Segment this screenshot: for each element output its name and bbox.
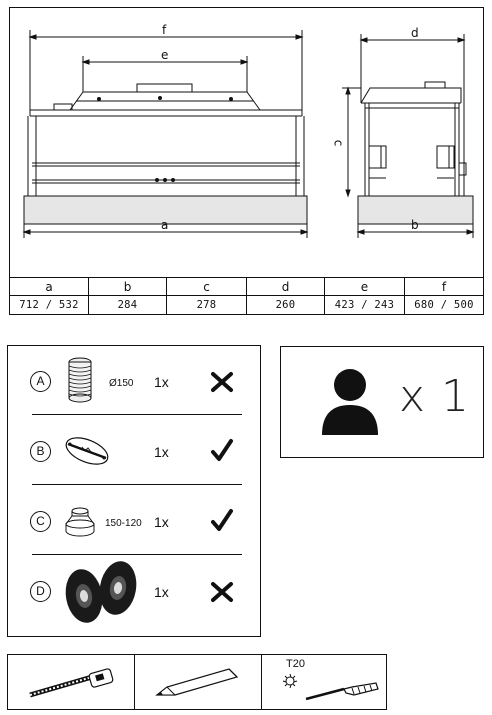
- dim-label-f: f: [162, 23, 167, 37]
- part-letter-a: A: [30, 371, 51, 392]
- parts-list: [7, 345, 261, 637]
- reducer-adapter-icon: [63, 504, 97, 538]
- part-size-c: 150-120: [105, 518, 142, 529]
- check-icon: [210, 438, 234, 464]
- hood-drawing: [10, 8, 485, 316]
- flexible-duct-icon: [66, 356, 94, 404]
- dim-label-b: b: [411, 218, 419, 232]
- tool-cable-tie: [8, 655, 135, 709]
- check-icon: [210, 508, 234, 534]
- divider: [32, 554, 242, 555]
- part-qty-c: 1x: [154, 514, 169, 530]
- table-header-f: f: [405, 278, 483, 296]
- table-header-e: e: [325, 278, 405, 296]
- part-size-a: Ø150: [109, 378, 134, 389]
- table-value-b: 284: [89, 296, 167, 315]
- dimension-drawing: [9, 7, 484, 315]
- table-header-c: c: [167, 278, 247, 296]
- part-qty-d: 1x: [154, 584, 169, 600]
- cross-icon: [210, 371, 234, 393]
- table-header-b: b: [89, 278, 167, 296]
- divider: [32, 414, 242, 415]
- tool-pencil: [135, 655, 262, 709]
- non-return-flap-icon: [62, 434, 112, 468]
- dim-label-a: a: [161, 218, 169, 232]
- cable-tie-icon: [26, 665, 118, 701]
- list-item-part-a: [8, 346, 260, 416]
- list-item-part-b: [8, 416, 260, 486]
- table-value-e: 423 / 243: [325, 296, 405, 315]
- part-letter-c: C: [30, 511, 51, 532]
- part-qty-b: 1x: [154, 444, 169, 460]
- table-value-f: 680 / 500: [414, 299, 474, 311]
- cross-icon: [210, 581, 234, 603]
- part-letter-d: D: [30, 581, 51, 602]
- dim-label-c: c: [331, 139, 346, 147]
- list-item-part-d: [8, 556, 260, 636]
- carbon-filters-icon: [60, 558, 144, 626]
- dimension-table: [10, 277, 483, 316]
- table-header-a: a: [10, 278, 89, 296]
- tools-list: [7, 654, 387, 710]
- person-icon: [319, 365, 381, 437]
- pencil-icon: [151, 665, 247, 699]
- part-qty-a: 1x: [154, 374, 169, 390]
- table-header-d: d: [247, 278, 325, 296]
- screwdriver-icon: [280, 671, 382, 707]
- table-value-a: 712 / 532: [10, 296, 89, 315]
- table-value-c: 278: [167, 296, 247, 315]
- list-item-part-c: [8, 486, 260, 556]
- installer-count-panel: [280, 346, 484, 458]
- tool-screwdriver: [262, 655, 387, 709]
- divider: [32, 484, 242, 485]
- dim-label-e: e: [161, 48, 169, 62]
- screwdriver-label: T20: [286, 658, 305, 670]
- installer-count: x 1: [399, 371, 471, 422]
- part-letter-b: B: [30, 441, 51, 462]
- table-value-d: 260: [247, 296, 325, 315]
- dim-label-d: d: [411, 26, 419, 40]
